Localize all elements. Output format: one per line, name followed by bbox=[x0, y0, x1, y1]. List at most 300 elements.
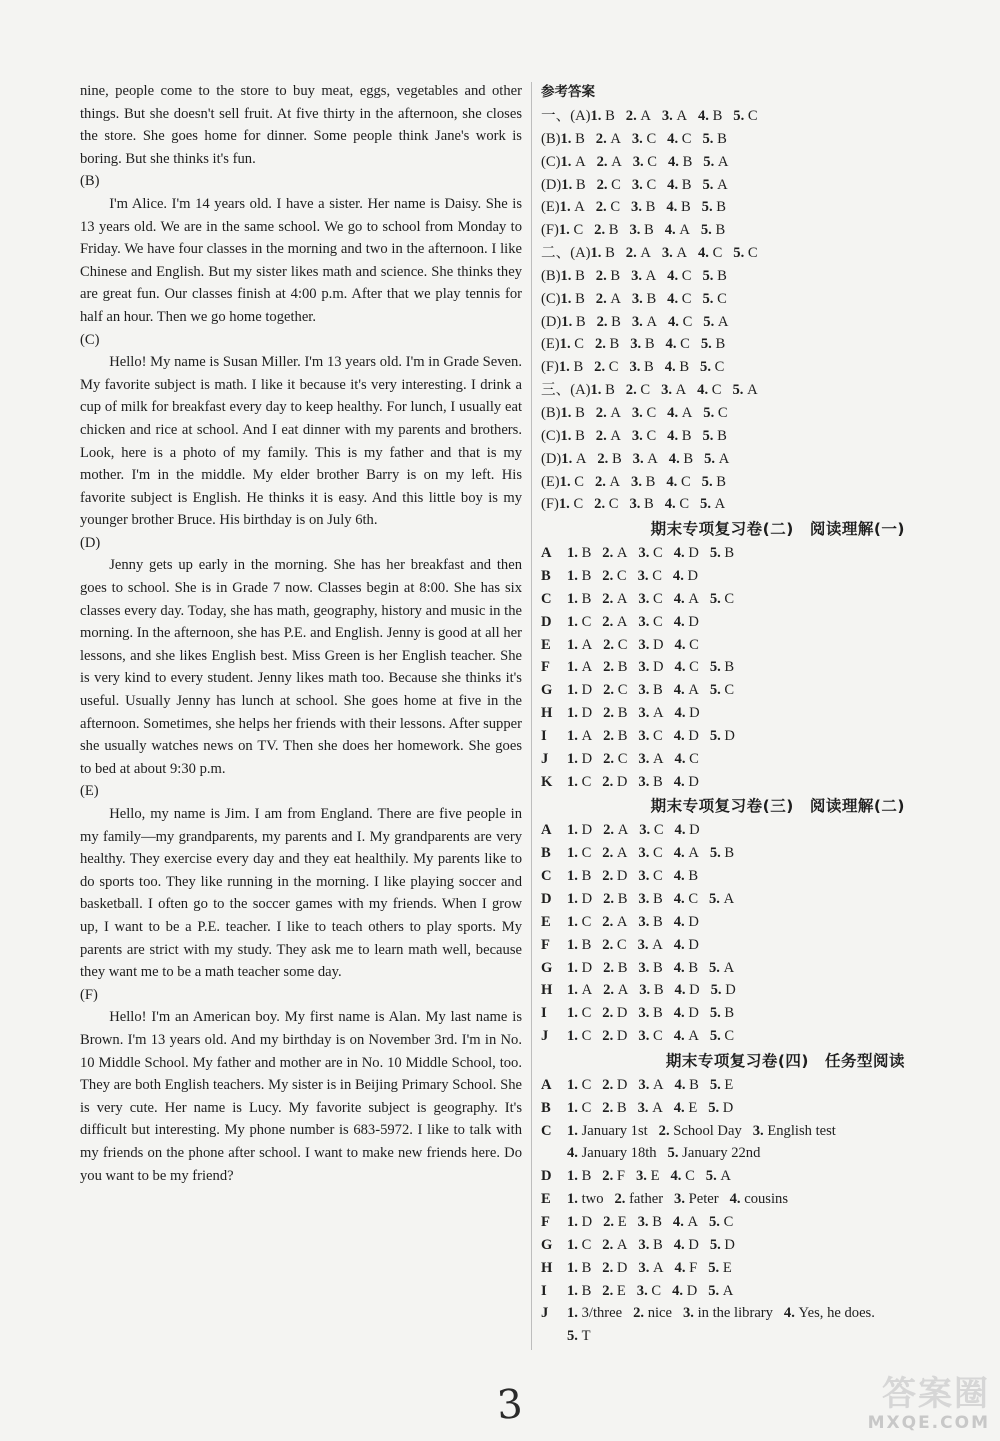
answer-value: two bbox=[581, 1191, 604, 1208]
row-label: B bbox=[541, 845, 551, 862]
answer-number: 3. bbox=[638, 868, 650, 885]
answer-number: 1. bbox=[567, 636, 578, 653]
answer-number: 5. bbox=[703, 404, 715, 421]
answer-number: 3. bbox=[632, 153, 644, 170]
answer-number: 1. bbox=[567, 1305, 578, 1322]
answer-value: D bbox=[686, 1282, 698, 1299]
row-label: (B) bbox=[541, 404, 561, 421]
answer-value: C bbox=[574, 473, 584, 490]
answer-row bbox=[541, 1302, 961, 1325]
answer-value: A bbox=[723, 959, 735, 976]
answer-number: 5. bbox=[732, 382, 744, 399]
answer-row bbox=[541, 1120, 961, 1143]
row-label: (F) bbox=[541, 222, 559, 239]
answer-value: A bbox=[717, 313, 729, 330]
answer-number: 5. bbox=[709, 682, 721, 699]
answer-value: A bbox=[575, 450, 587, 467]
row-label: H bbox=[541, 705, 553, 722]
watermark-line2: MXQE.COM bbox=[867, 1413, 990, 1433]
answer-value: C bbox=[581, 613, 592, 630]
answer-number: 4. bbox=[667, 176, 679, 193]
answer-number: 4. bbox=[673, 936, 685, 953]
answer-number: 4. bbox=[664, 222, 676, 239]
answer-value: B bbox=[608, 222, 619, 239]
answer-value: January 18th bbox=[581, 1145, 657, 1162]
answer-value: A bbox=[723, 891, 735, 907]
answer-value: B bbox=[724, 845, 735, 862]
answer-value: C bbox=[653, 613, 663, 630]
answer-value: A bbox=[581, 727, 593, 744]
answer-value: A bbox=[616, 590, 628, 607]
answer-number: 4. bbox=[673, 613, 685, 630]
answer-value: D bbox=[688, 545, 699, 562]
answer-number: 3. bbox=[631, 130, 643, 147]
answer-number: 3. bbox=[682, 1305, 694, 1322]
answer-number: 3. bbox=[638, 705, 650, 722]
answer-value: A bbox=[747, 382, 758, 399]
answer-value: Yes, he does. bbox=[798, 1305, 875, 1322]
answer-number: 4. bbox=[667, 267, 679, 284]
row-label: J bbox=[541, 1305, 549, 1322]
answer-number: 3. bbox=[637, 936, 649, 953]
answer-value: A bbox=[681, 404, 693, 421]
answer-value: C bbox=[653, 727, 663, 744]
answer-row bbox=[541, 174, 961, 197]
passage-a-continued: nine, people come to the store to buy meat, eggs, vegetables and other things. But she doesn't sell fruit. At five thirty in the afternoon, she closes the store. She goes home for dinner. Some people think Jane's work is boring. But she thinks it's fun. bbox=[80, 83, 522, 167]
answer-value: B bbox=[581, 1168, 592, 1185]
answer-number: 5. bbox=[700, 359, 711, 376]
answer-row bbox=[541, 288, 961, 311]
answer-number: 4. bbox=[697, 108, 709, 124]
answer-number: 1. bbox=[567, 568, 578, 585]
row-label: A bbox=[541, 822, 552, 839]
answers-section-4 bbox=[541, 1074, 961, 1348]
answer-number: 2. bbox=[614, 1191, 626, 1208]
answer-number: 2. bbox=[603, 636, 615, 653]
answer-row bbox=[541, 748, 961, 771]
answer-number: 4. bbox=[673, 1099, 685, 1116]
answer-number: 3. bbox=[635, 1168, 647, 1185]
answer-value: D bbox=[688, 613, 699, 630]
answer-value: B bbox=[680, 199, 691, 216]
answer-number: 4. bbox=[674, 705, 686, 722]
answer-number: 1. bbox=[560, 404, 572, 421]
answer-value: B bbox=[610, 267, 621, 284]
row-label: D bbox=[541, 891, 552, 907]
answer-number: 4. bbox=[673, 727, 685, 744]
answer-value: D bbox=[616, 1076, 628, 1093]
row-label: (D) bbox=[541, 313, 562, 330]
answer-number: 1. bbox=[567, 659, 578, 676]
row-label: E bbox=[541, 636, 551, 653]
answer-number: 4. bbox=[674, 636, 686, 653]
answer-row bbox=[541, 196, 961, 219]
answer-number: 5. bbox=[709, 1076, 721, 1093]
answer-number: 4. bbox=[673, 868, 685, 885]
answer-row bbox=[541, 725, 961, 748]
answer-row bbox=[541, 356, 961, 379]
section-3-topic: 阅读理解(二) bbox=[809, 797, 905, 816]
answer-number: 1. bbox=[567, 1282, 578, 1299]
answer-value: B bbox=[679, 359, 690, 376]
answer-value: C bbox=[573, 222, 584, 239]
answer-value: A bbox=[653, 1076, 664, 1093]
part-prefix: 二、 bbox=[541, 245, 571, 262]
answer-row bbox=[541, 819, 961, 842]
answer-value: B bbox=[605, 382, 615, 399]
answer-value: A bbox=[687, 1213, 699, 1230]
answer-value: 3/three bbox=[581, 1305, 623, 1322]
answer-value: C bbox=[685, 1168, 695, 1185]
answer-value: C bbox=[712, 245, 723, 262]
answer-number: 2. bbox=[595, 199, 607, 216]
answer-value: D bbox=[581, 822, 593, 839]
answer-value: B bbox=[653, 891, 663, 907]
answer-value: B bbox=[712, 108, 723, 124]
section-3-name: 期末专项复习卷(三) bbox=[650, 797, 794, 816]
answer-value: B bbox=[724, 659, 735, 676]
answer-row bbox=[541, 402, 961, 425]
answer-value: D bbox=[687, 568, 699, 585]
answer-number: 4. bbox=[673, 891, 685, 907]
row-label: (F) bbox=[541, 359, 559, 376]
answer-value: B bbox=[581, 936, 592, 953]
row-label: G bbox=[541, 1236, 553, 1253]
answer-row bbox=[541, 265, 961, 288]
answer-value: C bbox=[689, 659, 699, 676]
answer-value: B bbox=[653, 682, 663, 699]
section-2-name: 期末专项复习卷(二) bbox=[650, 520, 794, 539]
part-prefix: 三、 bbox=[541, 382, 571, 399]
answer-number: 3. bbox=[638, 1259, 650, 1276]
answer-row bbox=[541, 702, 961, 725]
answer-number: 2. bbox=[602, 613, 614, 630]
answer-number: 1. bbox=[559, 199, 571, 216]
answer-number: 1. bbox=[567, 868, 578, 885]
answer-number: 3. bbox=[631, 404, 643, 421]
answer-value: A bbox=[688, 682, 699, 699]
answer-row bbox=[541, 865, 961, 888]
row-label: (B) bbox=[541, 130, 561, 147]
answer-number: 3. bbox=[638, 773, 650, 790]
answer-value: C bbox=[653, 590, 663, 607]
answer-number: 1. bbox=[561, 176, 573, 193]
answer-number: 2. bbox=[602, 1168, 614, 1185]
answer-value: B bbox=[581, 1282, 592, 1299]
answer-number: 2. bbox=[602, 1076, 614, 1093]
answer-value: B bbox=[653, 913, 663, 930]
answer-number: 1. bbox=[558, 222, 570, 239]
answer-number: 1. bbox=[560, 130, 572, 147]
answer-value: C bbox=[747, 108, 758, 124]
answer-value: B bbox=[617, 959, 628, 976]
answer-number: 3. bbox=[638, 959, 650, 976]
answer-value: A bbox=[640, 245, 651, 262]
answer-number: 1. bbox=[560, 427, 572, 444]
answer-number: 3. bbox=[631, 267, 643, 284]
answer-value: B bbox=[575, 427, 585, 444]
answer-number: 2. bbox=[625, 108, 637, 124]
answer-number: 3. bbox=[638, 1236, 650, 1253]
answer-value: B bbox=[717, 427, 727, 444]
answer-value: D bbox=[689, 822, 700, 839]
answer-value: A bbox=[676, 245, 688, 262]
answer-number: 2. bbox=[602, 1028, 614, 1045]
answer-value: C bbox=[646, 130, 657, 147]
row-label: G bbox=[541, 959, 553, 976]
answer-value: A bbox=[575, 153, 586, 170]
answer-number: 2. bbox=[625, 382, 637, 399]
answer-number: 1. bbox=[567, 1259, 578, 1276]
answer-row bbox=[541, 934, 961, 957]
section-2-topic: 阅读理解(一) bbox=[809, 520, 905, 539]
row-label: (E) bbox=[541, 336, 560, 353]
row-label: (E) bbox=[541, 473, 560, 490]
answer-number: 4. bbox=[664, 496, 676, 513]
answer-value: D bbox=[616, 868, 628, 885]
answer-number: 3. bbox=[674, 1191, 685, 1208]
row-label: F bbox=[541, 1213, 550, 1230]
answer-row bbox=[541, 679, 961, 702]
answer-number: 3. bbox=[632, 450, 644, 467]
passage-label: (B) bbox=[80, 173, 100, 190]
answer-number: 3. bbox=[638, 1005, 650, 1022]
answer-value: B bbox=[575, 267, 585, 284]
answer-row bbox=[541, 979, 961, 1002]
answer-value: B bbox=[575, 313, 586, 330]
answer-value: A bbox=[640, 108, 651, 124]
answer-value: A bbox=[610, 404, 621, 421]
answer-number: 3. bbox=[638, 613, 650, 630]
answer-row bbox=[541, 425, 961, 448]
section-title-4 bbox=[541, 1048, 961, 1074]
answer-value: C bbox=[581, 1076, 592, 1093]
answer-number: 4. bbox=[673, 545, 685, 562]
answer-number: 2. bbox=[603, 682, 615, 699]
answer-value: C bbox=[680, 336, 690, 353]
answer-number: 1. bbox=[567, 1099, 578, 1116]
answer-value: C bbox=[581, 1028, 592, 1045]
answer-value: C bbox=[646, 427, 657, 444]
passage-label: (D) bbox=[80, 534, 101, 551]
reading-passages bbox=[80, 80, 522, 1187]
answer-number: 2. bbox=[594, 473, 606, 490]
answer-value: B bbox=[575, 130, 585, 147]
answer-value: C bbox=[617, 682, 628, 699]
answer-value: C bbox=[646, 176, 657, 193]
answer-value: A bbox=[581, 659, 593, 676]
answer-value: C bbox=[681, 130, 692, 147]
answer-value: C bbox=[717, 404, 728, 421]
answer-value: D bbox=[653, 636, 664, 653]
passage-text: Hello! I'm an American boy. My first name is Alan. My last name is Brown. I'm 13 years old. And my birthday is on November 3rd. I'm in No. 10 Middle School. My father and mother are in No. 10 Middle School, too. They are both English teachers. My sister is in Beijing Primary School. She is very cute. Her name is Lucy. My favorite subject is geography. It's difficult but interesting. My phone number is 683-5972. I like to talk with my friends on the phone after school. I want to make new friends here. Do you want to be my friend? bbox=[80, 1009, 522, 1184]
answer-number: 4. bbox=[670, 1168, 682, 1185]
answer-row bbox=[541, 656, 961, 679]
row-label: H bbox=[541, 1259, 553, 1276]
answer-value: D bbox=[616, 1259, 628, 1276]
answer-value: B bbox=[646, 290, 657, 307]
answer-row bbox=[541, 1025, 961, 1048]
answer-number: 4. bbox=[667, 153, 679, 170]
answer-value: C bbox=[653, 1028, 663, 1045]
answer-value: B bbox=[616, 1099, 627, 1116]
answer-number: 4. bbox=[674, 982, 686, 999]
answer-number: 4. bbox=[667, 130, 679, 147]
answer-value: C bbox=[679, 496, 690, 513]
answer-value: D bbox=[581, 1213, 593, 1230]
answer-number: 3. bbox=[661, 245, 673, 262]
answer-value: C bbox=[689, 750, 699, 767]
row-label: E bbox=[541, 1191, 551, 1208]
answer-value: A bbox=[676, 108, 688, 124]
row-label: (C) bbox=[541, 427, 561, 444]
answer-number: 2. bbox=[602, 1005, 614, 1022]
answer-value: B bbox=[682, 153, 693, 170]
answer-number: 1. bbox=[567, 590, 578, 607]
answer-value: D bbox=[581, 682, 593, 699]
answer-value: C bbox=[610, 199, 621, 216]
answer-number: 2. bbox=[597, 450, 609, 467]
passage-text: Hello! My name is Susan Miller. I'm 13 years old. I'm in Grade Seven. My favorite subject is math. I like it because it's very interesting. I drink a cup of milk for breakfast every day to keep healthy. For lunch, I usually eat chicken and rice at school. And I eat dinner with my parents and brothers. Look, here is a photo of my family. This is my father and that is my mother. I'm in the middle. My elder brother Barry is on my left. His favorite subject is English. He thinks it is easy. And this little boy is my younger brother Bruce. His birthday is on July 6th. bbox=[80, 354, 522, 529]
answer-number: 2. bbox=[602, 1099, 614, 1116]
answer-number: 2. bbox=[603, 727, 615, 744]
answer-value: C bbox=[653, 845, 663, 862]
row-label: (A) bbox=[570, 245, 591, 262]
answer-value: B bbox=[717, 267, 727, 284]
answer-row bbox=[541, 542, 961, 565]
answer-value: C bbox=[652, 568, 662, 585]
answer-number: 5. bbox=[701, 473, 713, 490]
passage-label: (C) bbox=[80, 331, 100, 348]
answer-value: A bbox=[717, 153, 729, 170]
answer-value: B bbox=[689, 1076, 699, 1093]
answer-number: 4. bbox=[672, 1282, 684, 1299]
answer-value: C bbox=[640, 382, 651, 399]
answer-value: A bbox=[610, 130, 621, 147]
answer-value: A bbox=[581, 982, 593, 999]
answer-number: 1. bbox=[590, 382, 602, 399]
answer-number: 5. bbox=[702, 130, 714, 147]
answer-number: 1. bbox=[560, 153, 572, 170]
answer-value: B bbox=[581, 545, 592, 562]
row-label: (A) bbox=[570, 382, 591, 399]
answer-value: A bbox=[720, 1168, 731, 1185]
answer-row bbox=[541, 471, 961, 494]
answer-number: 3. bbox=[638, 750, 650, 767]
answer-number: 4. bbox=[673, 959, 685, 976]
answer-value: in the library bbox=[697, 1305, 773, 1322]
row-label: A bbox=[541, 545, 552, 562]
answer-number: 2. bbox=[603, 891, 615, 907]
answer-number: 1. bbox=[561, 450, 573, 467]
answer-value: B bbox=[645, 473, 656, 490]
answer-number: 4. bbox=[673, 845, 685, 862]
answer-number: 1. bbox=[567, 1168, 578, 1185]
answer-number: 2. bbox=[595, 290, 607, 307]
answer-number: 2. bbox=[594, 359, 606, 376]
answer-number: 4. bbox=[672, 568, 684, 585]
answer-value: D bbox=[688, 936, 699, 953]
answer-row bbox=[541, 842, 961, 865]
answer-value: D bbox=[689, 705, 700, 722]
row-label: F bbox=[541, 659, 550, 676]
page-number: 3 bbox=[495, 1381, 525, 1429]
answer-number: 2. bbox=[603, 959, 615, 976]
answer-number: 2. bbox=[603, 822, 615, 839]
answer-number: 4. bbox=[665, 336, 677, 353]
answer-number: 2. bbox=[603, 705, 615, 722]
answer-value: D bbox=[689, 982, 700, 999]
answer-value: D bbox=[724, 727, 735, 744]
answer-value: A bbox=[581, 636, 593, 653]
answer-value: A bbox=[652, 936, 663, 953]
answer-value: C bbox=[723, 1213, 734, 1230]
row-label: I bbox=[541, 1005, 547, 1022]
row-label: (C) bbox=[541, 290, 561, 307]
answer-value: C bbox=[573, 496, 584, 513]
answer-value: B bbox=[581, 568, 592, 585]
row-label: F bbox=[541, 936, 550, 953]
answer-number: 1. bbox=[567, 959, 578, 976]
answer-row bbox=[541, 588, 961, 611]
answer-number: 5. bbox=[703, 153, 715, 170]
answer-number: 1. bbox=[567, 1236, 578, 1253]
row-label: A bbox=[541, 1076, 552, 1093]
answer-number: 3. bbox=[638, 1076, 650, 1093]
answer-number: 5. bbox=[709, 545, 721, 562]
answer-value: B bbox=[575, 290, 585, 307]
answer-number: 2. bbox=[596, 153, 608, 170]
answer-number: 3. bbox=[638, 845, 650, 862]
answer-value: C bbox=[689, 636, 699, 653]
answer-number: 1. bbox=[567, 773, 578, 790]
answer-row bbox=[541, 311, 961, 334]
answer-value: D bbox=[725, 982, 736, 999]
answer-number: 5. bbox=[701, 199, 713, 216]
answer-row bbox=[541, 1074, 961, 1097]
answer-value: B bbox=[605, 245, 615, 262]
row-label: (D) bbox=[541, 176, 562, 193]
answer-value: B bbox=[715, 222, 726, 239]
answer-number: 4. bbox=[674, 1076, 686, 1093]
answer-value: C bbox=[608, 359, 619, 376]
watermark-logo bbox=[868, 1375, 990, 1433]
answer-row bbox=[541, 1257, 961, 1280]
answer-value: E bbox=[617, 1213, 627, 1230]
answer-value: D bbox=[616, 1005, 628, 1022]
passage-text: I'm Alice. I'm 14 years old. I have a sister. Her name is Daisy. She is 13 years old. We are in the same school. We go to school from Monday to Friday. We have four classes in the morning and two in the afternoon. I like Chinese and English. But my sister likes math and science. She thinks they are great fun. Our classes finish at 4:00 p.m. After that we play tennis for half an hour. Then we go home together. bbox=[80, 195, 522, 325]
answers-section-3 bbox=[541, 819, 961, 1047]
answer-number: 2. bbox=[602, 773, 614, 790]
answer-value: B bbox=[717, 130, 727, 147]
answer-value: nice bbox=[647, 1305, 673, 1322]
answer-number: 4. bbox=[673, 1028, 685, 1045]
answer-number: 1. bbox=[590, 108, 602, 124]
answer-number: 5. bbox=[567, 1328, 578, 1345]
answer-number: 4. bbox=[673, 682, 685, 699]
answer-value: father bbox=[629, 1191, 664, 1208]
answer-value: B bbox=[681, 176, 692, 193]
answer-number: 4. bbox=[673, 773, 685, 790]
answer-value: B bbox=[575, 404, 585, 421]
answer-value: School Day bbox=[673, 1122, 742, 1139]
answer-row bbox=[541, 493, 961, 516]
answer-value: B bbox=[653, 773, 663, 790]
answer-number: 3. bbox=[638, 545, 650, 562]
answer-number: 1. bbox=[558, 496, 570, 513]
answer-value: B bbox=[617, 705, 628, 722]
answer-value: Peter bbox=[688, 1191, 719, 1208]
